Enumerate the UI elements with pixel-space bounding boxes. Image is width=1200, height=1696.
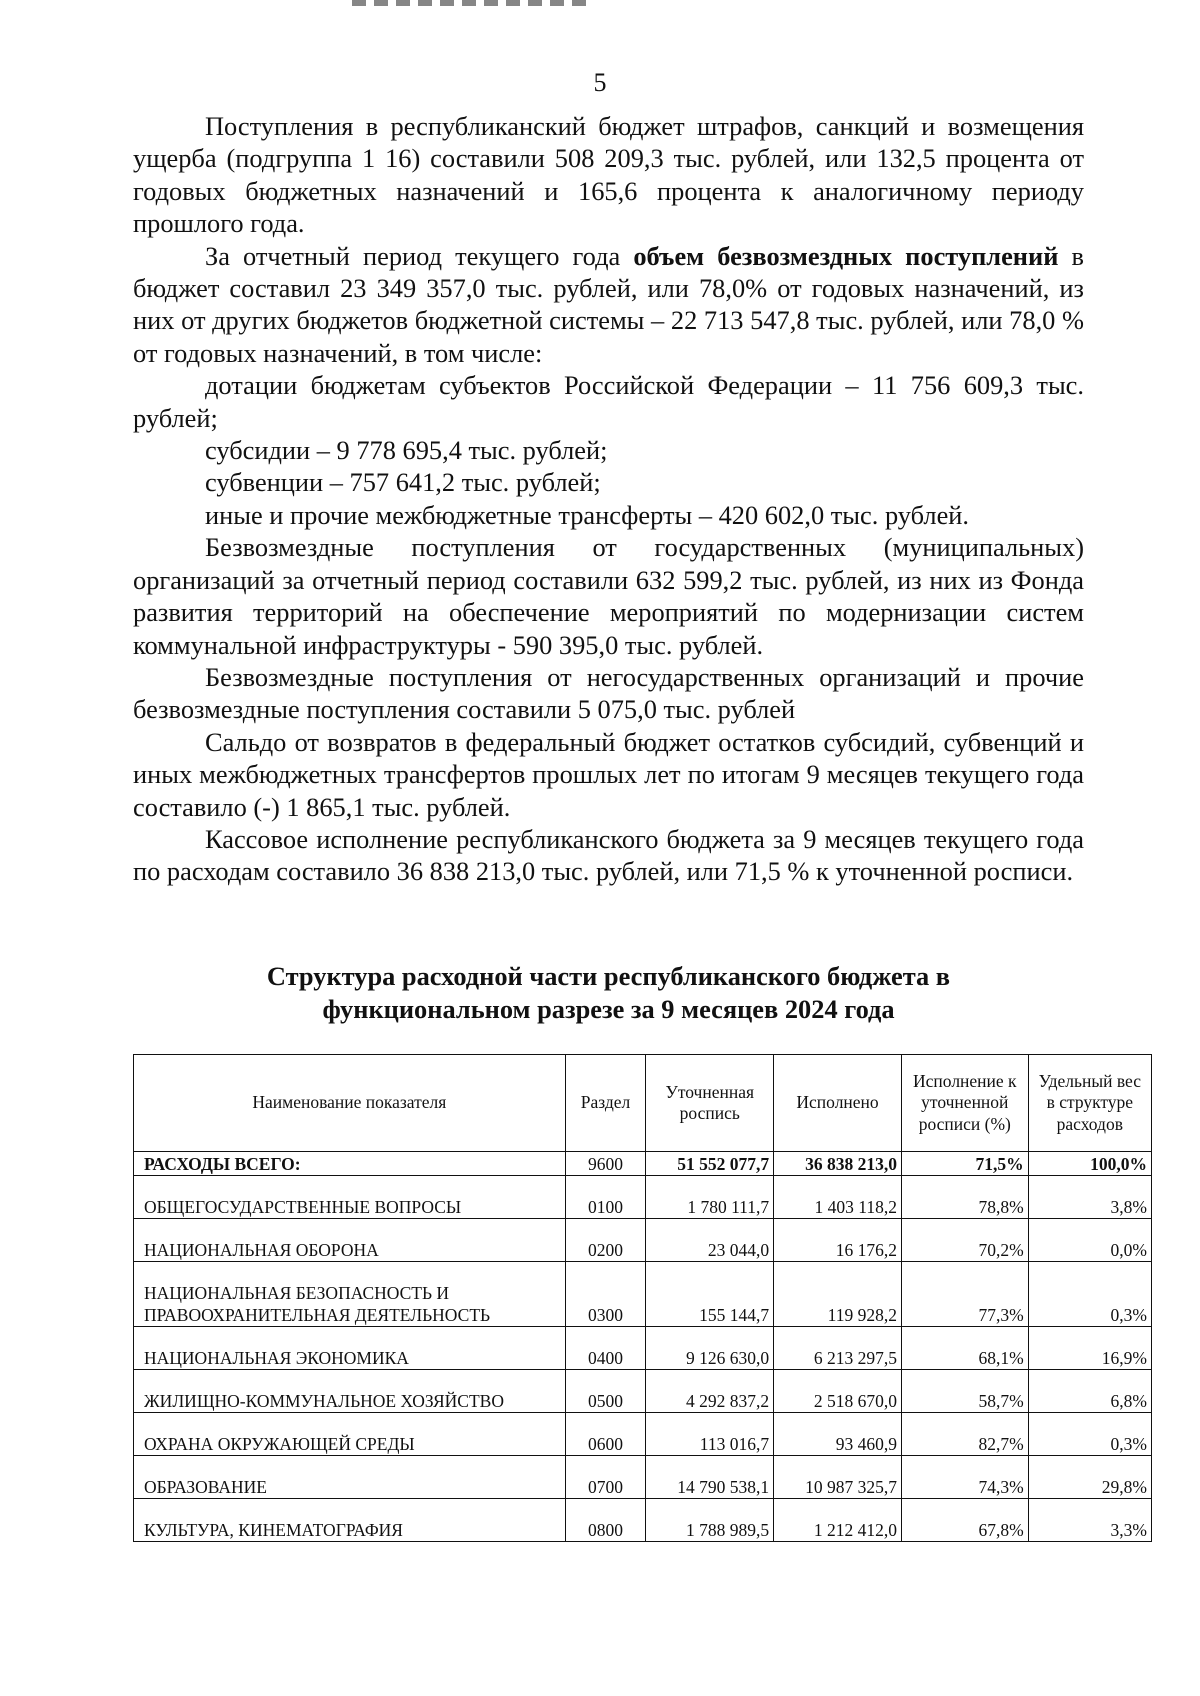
cell-execution-pct: 68,1%: [901, 1327, 1028, 1370]
table-row: [134, 1370, 1152, 1413]
cell-name: ОБРАЗОВАНИЕ: [134, 1456, 566, 1499]
cell-name: РАСХОДЫ ВСЕГО:: [134, 1152, 566, 1176]
text-segment: дотации бюджетам субъектов Российской Федерации – 11 756 609,3 тыс. рублей;: [133, 370, 1084, 433]
text-segment: За отчетный период текущего года: [205, 240, 634, 271]
cell-planned: 155 144,7: [646, 1262, 774, 1327]
cell-section: 0500: [565, 1370, 646, 1413]
table-title-line-2: функциональном разрезе за 9 месяцев 2024 года: [322, 994, 895, 1024]
cell-execution-pct: 77,3%: [901, 1262, 1028, 1327]
cell-share: 3,8%: [1028, 1176, 1151, 1219]
cell-executed: 16 176,2: [774, 1219, 902, 1262]
cell-name: ОБЩЕГОСУДАРСТВЕННЫЕ ВОПРОСЫ: [134, 1176, 566, 1219]
text-segment: субсидии – 9 778 695,4 тыс. рублей;: [205, 435, 608, 466]
scan-artifact: [352, 0, 592, 6]
cell-share: 6,8%: [1028, 1370, 1151, 1413]
cell-share: 29,8%: [1028, 1456, 1151, 1499]
text-segment: Сальдо от возвратов в федеральный бюджет остатков субсидий, субвенций и иных межбюджетных трансфертов прошлых лет по итогам 9 месяцев текущего года составило (-) 1 865,1 тыс. рублей.: [133, 726, 1084, 822]
cell-section: 0800: [565, 1499, 646, 1542]
header-executed: Исполнено: [774, 1055, 902, 1152]
header-planned: Уточненная роспись: [646, 1055, 774, 1152]
cell-planned: 23 044,0: [646, 1219, 774, 1262]
document-body: [133, 110, 1084, 888]
paragraph: [133, 823, 1084, 888]
cell-share: 0,3%: [1028, 1262, 1151, 1327]
cell-section: 0600: [565, 1413, 646, 1456]
table-row: [134, 1413, 1152, 1456]
header-share: Удельный вес в структуре расходов: [1028, 1055, 1151, 1152]
header-section: Раздел: [565, 1055, 646, 1152]
text-segment: Кассовое исполнение республиканского бюджета за 9 месяцев текущего года по расходам составило 36 838 213,0 тыс. рублей, или 71,5 % к уточненной росписи.: [133, 823, 1084, 887]
cell-share: 100,0%: [1028, 1152, 1151, 1176]
cell-share: 0,0%: [1028, 1219, 1151, 1262]
cell-share: 0,3%: [1028, 1413, 1151, 1456]
cell-share: 3,3%: [1028, 1499, 1151, 1542]
cell-section: 9600: [565, 1152, 646, 1176]
cell-name: НАЦИОНАЛЬНАЯ ЭКОНОМИКА: [134, 1327, 566, 1370]
table-row: [134, 1176, 1152, 1219]
cell-execution-pct: 67,8%: [901, 1499, 1028, 1542]
cell-executed: 2 518 670,0: [774, 1370, 902, 1413]
paragraph: [133, 434, 1084, 466]
table-row: [134, 1456, 1152, 1499]
cell-section: 0300: [565, 1262, 646, 1327]
expenditure-structure-table: [133, 1054, 1152, 1542]
cell-executed: 1 403 118,2: [774, 1176, 902, 1219]
cell-section: 0700: [565, 1456, 646, 1499]
cell-section: 0400: [565, 1327, 646, 1370]
cell-execution-pct: 78,8%: [901, 1176, 1028, 1219]
cell-executed: 6 213 297,5: [774, 1327, 902, 1370]
table-title-line-1: Структура расходной части республиканского бюджета в: [266, 961, 951, 991]
table-title: [133, 960, 1084, 1026]
text-segment: Безвозмездные поступления от негосударственных организаций и прочие безвозмездные поступления составили 5 075,0 тыс. рублей: [133, 661, 1084, 725]
paragraph: [133, 661, 1084, 726]
paragraph: [133, 369, 1084, 434]
text-segment: в бюджет составил 23 349 357,0 тыс. рублей, или 78,0% от годовых назначений, из них от других бюджетов бюджетной системы – 22 713 547,8 тыс. рублей, или 78,0 % от годовых назначений, в том числе:: [133, 240, 1084, 368]
table-row: [134, 1327, 1152, 1370]
cell-executed: 10 987 325,7: [774, 1456, 902, 1499]
cell-name: ОХРАНА ОКРУЖАЮЩЕЙ СРЕДЫ: [134, 1413, 566, 1456]
cell-planned: 14 790 538,1: [646, 1456, 774, 1499]
cell-execution-pct: 82,7%: [901, 1413, 1028, 1456]
table-row: [134, 1219, 1152, 1262]
table-row: [134, 1262, 1152, 1327]
cell-section: 0100: [565, 1176, 646, 1219]
paragraph: [133, 110, 1084, 240]
table-row: [134, 1499, 1152, 1542]
paragraph: [133, 726, 1084, 823]
cell-execution-pct: 71,5%: [901, 1152, 1028, 1176]
cell-executed: 36 838 213,0: [774, 1152, 902, 1176]
cell-name: НАЦИОНАЛЬНАЯ ОБОРОНА: [134, 1219, 566, 1262]
cell-execution-pct: 58,7%: [901, 1370, 1028, 1413]
text-segment: Безвозмездные поступления от государственных (муниципальных) организаций за отчетный период составили 632 599,2 тыс. рублей, из них из Фонда развития территорий на обеспечение мероприятий по модернизации систем коммунальной инфраструктуры - 590 395,0 тыс. рублей.: [133, 532, 1084, 660]
cell-execution-pct: 74,3%: [901, 1456, 1028, 1499]
cell-section: 0200: [565, 1219, 646, 1262]
cell-planned: 9 126 630,0: [646, 1327, 774, 1370]
page-number: 5: [593, 68, 607, 97]
cell-execution-pct: 70,2%: [901, 1219, 1028, 1262]
table-header-row: [134, 1055, 1152, 1152]
cell-planned: 113 016,7: [646, 1413, 774, 1456]
paragraph: [133, 531, 1084, 661]
cell-name: НАЦИОНАЛЬНАЯ БЕЗОПАСНОСТЬ И ПРАВООХРАНИТЕЛЬНАЯ ДЕЯТЕЛЬНОСТЬ: [134, 1262, 566, 1327]
bold-text: объем безвозмездных поступлений: [633, 240, 1059, 271]
paragraph: [133, 240, 1084, 370]
cell-planned: 1 788 989,5: [646, 1499, 774, 1542]
text-segment: субвенции – 757 641,2 тыс. рублей;: [205, 467, 601, 498]
cell-name: ЖИЛИЩНО-КОММУНАЛЬНОЕ ХОЗЯЙСТВО: [134, 1370, 566, 1413]
cell-executed: 1 212 412,0: [774, 1499, 902, 1542]
text-segment: иные и прочие межбюджетные трансферты – 420 602,0 тыс. рублей.: [205, 499, 970, 530]
cell-share: 16,9%: [1028, 1327, 1151, 1370]
table-total-row: [134, 1152, 1152, 1176]
header-name: Наименование показателя: [134, 1055, 566, 1152]
header-execution-pct: Исполнение к уточненной росписи (%): [901, 1055, 1028, 1152]
text-segment: Поступления в республиканский бюджет штрафов, санкций и возмещения ущерба (подгруппа 1 16) составили 508 209,3 тыс. рублей, или 132,5 процента от годовых бюджетных назначений и 165,6 процента к аналогичному периоду прошлого года.: [133, 111, 1084, 239]
cell-planned: 1 780 111,7: [646, 1176, 774, 1219]
cell-executed: 93 460,9: [774, 1413, 902, 1456]
paragraph: [133, 499, 1084, 531]
cell-executed: 119 928,2: [774, 1262, 902, 1327]
paragraph: [133, 466, 1084, 498]
cell-planned: 4 292 837,2: [646, 1370, 774, 1413]
cell-name: КУЛЬТУРА, КИНЕМАТОГРАФИЯ: [134, 1499, 566, 1542]
cell-planned: 51 552 077,7: [646, 1152, 774, 1176]
